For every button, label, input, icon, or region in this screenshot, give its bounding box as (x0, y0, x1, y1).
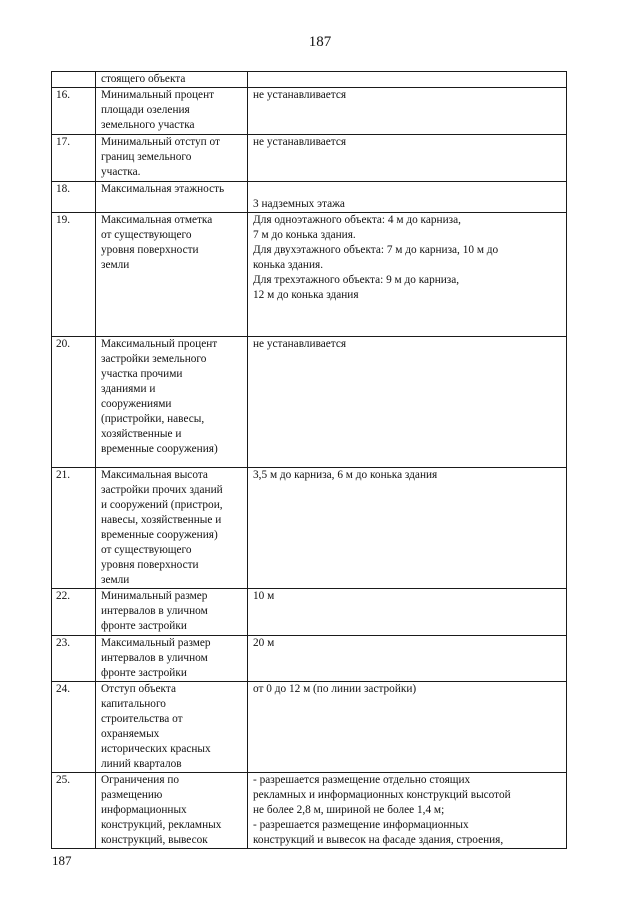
value-cell (248, 88, 567, 135)
table-row (52, 182, 567, 213)
row-number: 24. (52, 682, 96, 773)
parameter-line: Максимальный размер (101, 637, 211, 649)
value-line: не устанавливается (253, 136, 347, 148)
parameter-line: застройки земельного (101, 353, 207, 365)
parameter-line: Максимальная этажность (101, 183, 225, 195)
parameter-line: участка прочими (101, 368, 183, 380)
parameter-line: Максимальная высота (101, 469, 208, 481)
value-line: 7 м до конька здания. (253, 229, 356, 241)
value-cell (248, 337, 567, 468)
parameter-line: конструкций, вывесок (101, 834, 208, 846)
page-number-bottom: 187 (52, 853, 72, 868)
row-number: 21. (52, 468, 96, 589)
parameter-line: Минимальный размер (101, 590, 208, 602)
table-row (52, 636, 567, 682)
parameter-line: фронте застройки (101, 667, 187, 679)
parameter-line: земли (101, 259, 130, 271)
value-line: конька здания. (253, 259, 324, 271)
parameter-line: участка. (101, 166, 141, 178)
parameter-cell (96, 682, 248, 773)
row-number: 23. (52, 636, 96, 682)
parameter-cell (96, 72, 248, 88)
value-cell (248, 589, 567, 636)
table-row (52, 213, 567, 337)
value-line (253, 182, 561, 197)
parameter-cell (96, 468, 248, 589)
parameter-line: размещению (101, 789, 163, 801)
row-number (52, 72, 96, 88)
value-line: 12 м до конька здания (253, 289, 359, 301)
row-number: 25. (52, 773, 96, 849)
value-line: не устанавливается (253, 338, 347, 350)
parameter-line: границ земельного (101, 151, 192, 163)
parameter-line: временные сооружения) (101, 443, 218, 455)
parameter-line: охраняемых (101, 728, 160, 740)
parameter-line: исторических красных (101, 743, 211, 755)
parameter-line: капитального (101, 698, 166, 710)
table-row (52, 682, 567, 773)
value-line: Для трехэтажного объекта: 9 м до карниза, (253, 274, 460, 286)
value-cell (248, 135, 567, 182)
value-line: - разрешается размещение информационных (253, 819, 469, 831)
value-line: не устанавливается (253, 89, 347, 101)
value-line: от 0 до 12 м (по линии застройки) (253, 683, 417, 695)
parameter-line: площади озеления (101, 104, 190, 116)
parameter-line: стоящего объекта (101, 73, 186, 85)
value-line: не более 2,8 м, шириной не более 1,4 м; (253, 804, 445, 816)
parameter-line: уровня поверхности (101, 244, 199, 256)
parameter-line: интервалов в уличном (101, 652, 208, 664)
value-line: 10 м (253, 590, 275, 602)
page-number-top: 187 (308, 34, 332, 50)
row-number: 22. (52, 589, 96, 636)
parameter-cell (96, 88, 248, 135)
value-line: 3,5 м до карниза, 6 м до конька здания (253, 469, 438, 481)
value-cell (248, 72, 567, 88)
value-line: Для двухэтажного объекта: 7 м до карниза, 10 м до (253, 244, 499, 256)
parameter-cell (96, 182, 248, 213)
parameter-line: Ограничения по (101, 774, 180, 786)
value-cell (248, 682, 567, 773)
table-row (52, 337, 567, 468)
parameter-line: интервалов в уличном (101, 605, 208, 617)
value-cell (248, 468, 567, 589)
parameter-line: фронте застройки (101, 620, 187, 632)
table-row (52, 135, 567, 182)
parameter-line: земли (101, 574, 130, 586)
row-number: 17. (52, 135, 96, 182)
value-cell (248, 773, 567, 849)
value-line: конструкций и вывесок на фасаде здания, строения, (253, 834, 504, 846)
table-row (52, 88, 567, 135)
parameter-cell (96, 213, 248, 337)
value-line: 20 м (253, 637, 275, 649)
parameter-line: (пристройки, навесы, (101, 413, 205, 425)
value-cell (248, 636, 567, 682)
value-cell (248, 182, 567, 213)
row-number: 20. (52, 337, 96, 468)
parameter-line: хозяйственные и (101, 428, 182, 440)
parameter-line: от существующего (101, 229, 192, 241)
parameter-line: застройки прочих зданий (101, 484, 223, 496)
parameter-line: сооружениями (101, 398, 172, 410)
parameter-line: земельного участка (101, 119, 195, 131)
row-number: 16. (52, 88, 96, 135)
table-row (52, 468, 567, 589)
parameter-line: от существующего (101, 544, 192, 556)
parameter-cell (96, 135, 248, 182)
value-line: - разрешается размещение отдельно стоящих (253, 774, 471, 786)
row-number: 18. (52, 182, 96, 213)
regulations-table (51, 71, 567, 849)
parameter-cell (96, 337, 248, 468)
parameter-line: временные сооружения) (101, 529, 218, 541)
parameter-line: конструкций, рекламных (101, 819, 222, 831)
row-number: 19. (52, 213, 96, 337)
value-line: рекламных и информационных конструкций высотой (253, 789, 511, 801)
parameter-line: и сооружений (пристрои, (101, 499, 223, 511)
parameter-cell (96, 773, 248, 849)
parameter-line: информационных (101, 804, 187, 816)
value-line: Для одноэтажного объекта: 4 м до карниза, (253, 214, 461, 226)
table-row (52, 589, 567, 636)
value-cell (248, 213, 567, 337)
value-line: 3 надземных этажа (253, 198, 345, 210)
parameter-line: линий кварталов (101, 758, 182, 770)
parameter-line: навесы, хозяйственные и (101, 514, 222, 526)
parameter-line: Минимальный процент (101, 89, 215, 101)
parameter-line: Минимальный отступ от (101, 136, 220, 148)
parameter-line: зданиями и (101, 383, 156, 395)
parameter-line: Максимальный процент (101, 338, 218, 350)
parameter-line: строительства от (101, 713, 183, 725)
parameter-cell (96, 589, 248, 636)
parameter-cell (96, 636, 248, 682)
parameter-line: Отступ объекта (101, 683, 176, 695)
parameter-line: Максимальная отметка (101, 214, 213, 226)
table-row (52, 773, 567, 849)
table-row (52, 72, 567, 88)
parameter-line: уровня поверхности (101, 559, 199, 571)
